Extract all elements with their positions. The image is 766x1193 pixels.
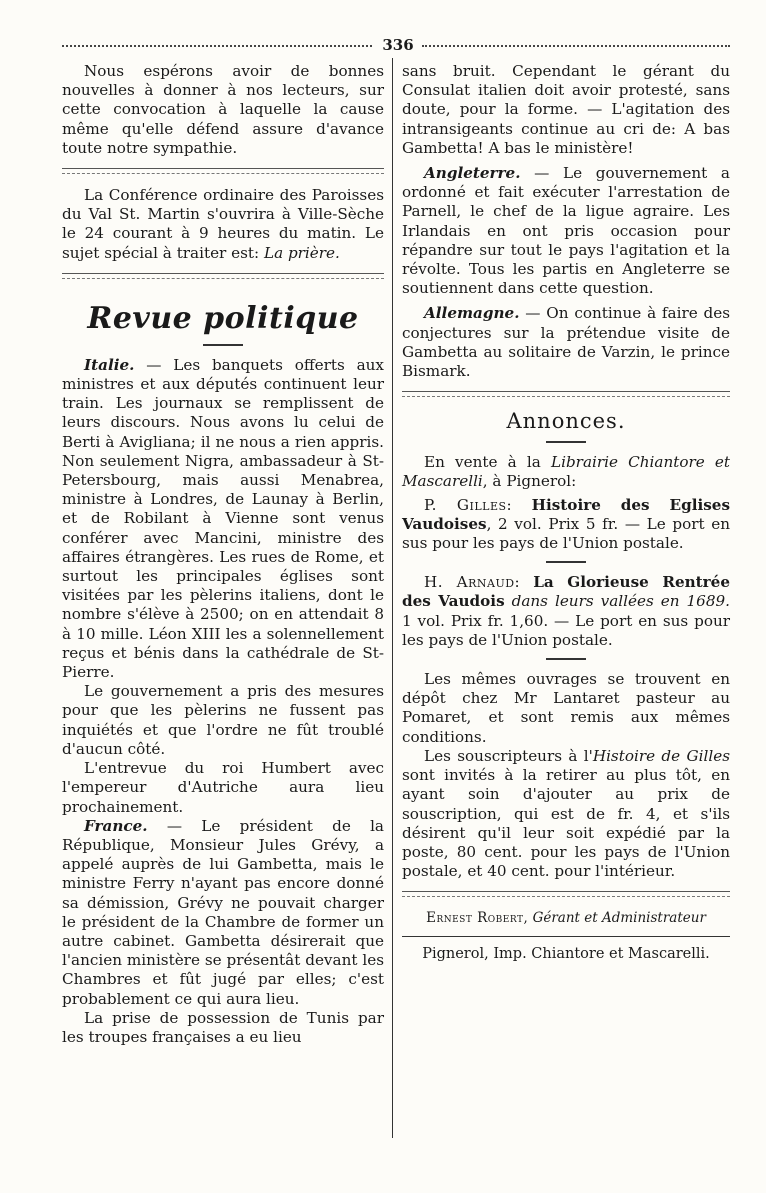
angleterre-paragraph: Angleterre. — Le gouvernement a ordonné et fait exécuter l'arrestation de Parnell, le chef de la ligue agraire. Les Irlandais en ont pris occasion pour répandre sur tout le pays l'agitation et la révolte. Tous les partis en Angleterre se soutiennent dans cette question. [402,164,730,298]
short-rule [546,658,586,660]
france-paragraph-2: La prise de possession de Tunis par les troupes françaises a eu lieu [62,1008,384,1046]
allemagne-paragraph: Allemagne. — On continue à faire des conjectures sur la prétendue visite de Gambetta au solitaire de Varzin, le prince Bismark. [402,304,730,381]
rubric-italie: Italie. [84,355,135,374]
souscripteurs-paragraph: Les souscripteurs à l'Histoire de Gilles sont invités à la retirer au plus tôt, en ayant soin d'ajouter au prix de souscription, qui est de fr. 4, et s'ils désirent qu'il leur soit expédié par la poste, 80 cent. pour les pays de l'Union postale, et 40 cent. pour l'intérieur. [402,746,730,881]
ad-author: H. Arnaud: [424,573,521,592]
gerant-line: Ernest Robert, Gérant et Administrateur [426,910,706,927]
intro-paragraph: Nous espérons avoir de bonnes nouvelles à donner à nos lecteurs, sur cette convocation à laquelle la cause même qu'elle défend assure d'avance toute notre sympathie. [62,62,384,157]
separator [402,936,730,937]
continued-paragraph: sans bruit. Cependant le gérant du Consulat italien doit avoir protesté, sans doute, pour la forme. — L'agitation des intransigeants continue au cri de: A bas Gambetta! A bas le ministère! [402,62,730,157]
conference-paragraph: La Conférence ordinaire des Paroisses du Val St. Martin s'ouvrira à Ville-Sèche le 24 courant à 9 heures du matin. Le sujet spécial à traiter est: La prière. [62,186,384,262]
short-rule [546,561,586,563]
separator [62,168,384,174]
short-rule [546,441,586,443]
header-rule-right [422,45,730,47]
rubric-france: France. [84,816,148,835]
page-header [62,36,730,52]
left-column [62,62,384,1047]
conference-subject: La prière. [263,243,340,262]
rubric-angleterre: Angleterre. [424,164,521,183]
bookshop-name: Librairie Chiantore et Mascarelli [402,453,731,491]
column-divider [392,58,393,1138]
header-rule-left [62,45,372,47]
france-paragraph: France. — Le président de la République, Monsieur Jules Grévy, a appelé auprès de lui Gambetta, mais le ministre Ferry n'ayant pas encore donné sa démission, Grévy ne pouvait charger le président de la Chambre de former un autre cabinet. Gambetta désirerait que l'ancien ministère se présentât devant les Chambres et fût jugé par elles; c'est probablement ce qui aura lieu. [62,816,384,1008]
italie-paragraph-2: Le gouvernement a pris des mesures pour que les pèlerins ne fussent pas inquiétés et que l'ordre ne fût troublé d'aucun côté. [62,682,384,758]
italie-paragraph: Italie. — Les banquets offerts aux ministres et aux députés continuent leur train. Les journaux se remplissent de leurs discours. Nous avons lu celui de Berti à Avigliana; il ne nous a rien appris. Non seulement Nigra, ambassadeur à St-Petersbourg, mais aussi Menabrea, ministre à Londres, de Launay à Berlin, et de Robilant à Vienne sont venus conférer avec Mancini, ministre des affaires étrangères. Les rues de Rome, et surtout les principales églises sont visitées par les pèlerins italiens, dont le nombre s'élève à 2500; on en attendait 8 à 10 mille. Léon XIII les a solennellement reçus et bénis dans la cathédrale de St-Pierre. [62,355,384,682]
ad-title: Histoire des Eglises Vaudoises [402,495,730,533]
page-number: 336 [382,36,414,54]
ad-gilles: P. Gilles: Histoire des Eglises Vaudoises, 2 vol. Prix 5 fr. — Le port en sus pour les pays de l'Union postale. [402,495,730,553]
annonces-title: Annonces. [506,409,626,434]
ad-arnaud: H. Arnaud: La Glorieuse Rentrée des Vaudois dans leurs vallées en 1689. 1 vol. Prix fr. 1,60. — Le port en sus pour les pays de l'Union postale. [402,573,730,649]
ad-title: La Glorieuse Rentrée des Vaudois [402,573,730,611]
right-column [402,62,730,964]
rubric-allemagne: Allemagne. [424,304,520,323]
ad-author: P. Gilles: [424,495,513,514]
separator [62,273,384,279]
italie-paragraph-3: L'entrevue du roi Humbert avec l'empereur d'Autriche aura lieu prochainement. [62,759,384,816]
separator [402,391,730,397]
vente-paragraph: En vente à la Librairie Chiantore et Mascarelli, à Pignerol: [402,453,731,491]
short-rule [203,344,243,346]
separator [402,891,730,897]
section-title: Revue politique [87,300,359,336]
depot-paragraph: Les mêmes ouvrages se trouvent en dépôt chez Mr Lantaret pasteur au Pomaret, et sont remis aux mêmes conditions. [402,670,730,746]
imprint-line: Pignerol, Imp. Chiantore et Mascarelli. [422,946,710,963]
